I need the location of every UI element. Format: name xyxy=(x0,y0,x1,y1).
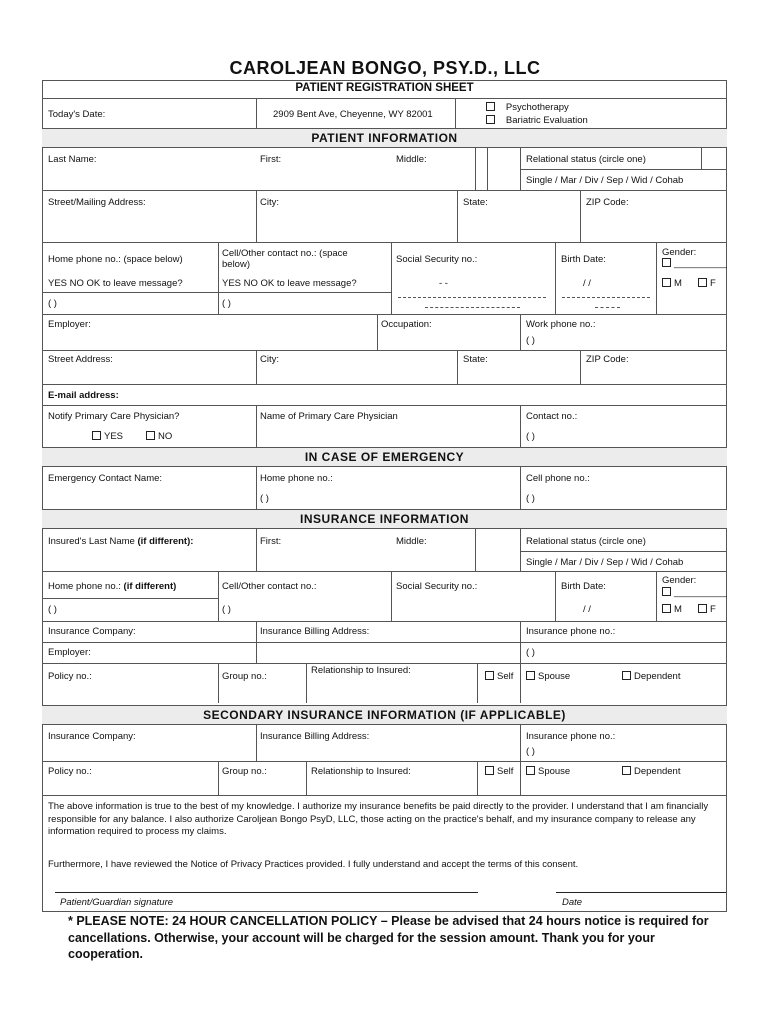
email-label[interactable]: E-mail address: xyxy=(48,390,119,401)
street-address-label[interactable]: Street Address: xyxy=(48,354,113,365)
secondary-policy-label[interactable]: Policy no.: xyxy=(48,766,92,777)
emergency-contact-label[interactable]: Emergency Contact Name: xyxy=(48,473,163,484)
checkbox-icon[interactable] xyxy=(485,671,494,680)
divider xyxy=(42,314,727,315)
insured-gender-blank[interactable]: __________ xyxy=(662,587,727,598)
divider xyxy=(42,384,727,385)
divider xyxy=(555,242,556,314)
divider xyxy=(520,314,521,350)
divider xyxy=(256,529,257,571)
checkbox-icon[interactable] xyxy=(146,431,155,440)
divider xyxy=(42,405,727,406)
emergency-home-area[interactable]: ( ) xyxy=(260,493,269,504)
divider xyxy=(455,98,456,128)
home-phone-area[interactable]: ( ) xyxy=(48,298,57,309)
employer-label[interactable]: Employer: xyxy=(48,319,91,330)
divider xyxy=(475,148,476,190)
divider xyxy=(256,190,257,242)
birth-underline xyxy=(562,297,650,298)
divider xyxy=(580,350,581,384)
insurance-phone-area[interactable]: ( ) xyxy=(526,647,535,658)
divider xyxy=(306,663,307,703)
divider xyxy=(42,350,727,351)
occupation-label[interactable]: Occupation: xyxy=(381,319,432,330)
dependent-option[interactable]: Dependent xyxy=(622,671,680,682)
divider xyxy=(42,795,727,796)
divider xyxy=(520,725,521,761)
insured-relational-label: Relational status (circle one) xyxy=(526,536,646,547)
divider xyxy=(377,314,378,350)
date-label: Date xyxy=(562,897,583,908)
insured-cell-area[interactable]: ( ) xyxy=(222,604,231,615)
divider xyxy=(42,621,727,622)
divider xyxy=(218,663,219,703)
checkbox-icon[interactable] xyxy=(662,587,671,596)
consent-paragraph: The above information is true to the best of my knowledge. I authorize my insurance benefits be paid directly to the provider. I understand that I am financially responsible for any balance. I also authorize Caroljean Bongo PsyD, LLC, those acting on the practice's behalf, and my insurance company to release any information required to process my claims. xyxy=(48,801,709,837)
divider xyxy=(457,350,458,384)
divider xyxy=(42,598,218,599)
street-mailing-label[interactable]: Street/Mailing Address: xyxy=(48,197,146,208)
practice-address: 2909 Bent Ave, Cheyenne, WY 82001 xyxy=(273,109,433,120)
secondary-spouse-option[interactable]: Spouse xyxy=(526,766,570,777)
middle-name-label[interactable]: Middle: xyxy=(396,154,427,165)
secondary-phone-area[interactable]: ( ) xyxy=(526,746,535,757)
secondary-phone-label[interactable]: Insurance phone no.: xyxy=(526,731,616,742)
pcp-name-label[interactable]: Name of Primary Care Physician xyxy=(260,411,398,422)
birth-underline xyxy=(595,307,620,308)
gender-f-option[interactable]: F xyxy=(698,278,716,289)
cancellation-note: * PLEASE NOTE: 24 HOUR CANCELLATION POLICY – Please be advised that 24 hours notice is required for cancellations. Otherwise, your account will be charged for the session amount. Thank you for your cooperation. xyxy=(68,914,709,961)
checkbox-icon[interactable] xyxy=(698,604,707,613)
secondary-dependent-option[interactable]: Dependent xyxy=(622,766,680,777)
section-insurance: INSURANCE INFORMATION xyxy=(42,509,727,529)
checkbox-icon[interactable] xyxy=(662,278,671,287)
form-subtitle: PATIENT REGISTRATION SHEET xyxy=(295,82,474,94)
spouse-option[interactable]: Spouse xyxy=(526,671,570,682)
employer-zip-label[interactable]: ZIP Code: xyxy=(586,354,629,365)
relational-status-options[interactable]: Single / Mar / Div / Sep / Wid / Cohab xyxy=(526,175,684,186)
emergency-cell-phone-label[interactable]: Cell phone no.: xyxy=(526,473,590,484)
divider xyxy=(42,242,727,243)
insured-relational-options[interactable]: Single / Mar / Div / Sep / Wid / Cohab xyxy=(526,557,684,568)
checkbox-icon[interactable] xyxy=(662,258,671,267)
divider xyxy=(701,148,702,169)
checkbox-icon[interactable] xyxy=(662,604,671,613)
divider xyxy=(656,571,657,621)
divider xyxy=(218,761,219,795)
signature-label: Patient/Guardian signature xyxy=(60,897,174,908)
emergency-home-phone-label[interactable]: Home phone no.: xyxy=(260,473,333,484)
page-title: CAROLJEAN BONGO, PSY.D., LLC xyxy=(229,58,541,78)
insured-gender-m[interactable]: M xyxy=(662,604,682,615)
gender-blank[interactable]: __________ xyxy=(662,258,727,269)
divider xyxy=(520,529,521,571)
checkbox-icon[interactable] xyxy=(526,671,535,680)
divider xyxy=(42,663,727,664)
divider xyxy=(520,169,727,170)
insurance-phone-label[interactable]: Insurance phone no.: xyxy=(526,626,616,637)
divider xyxy=(42,190,727,191)
cell-phone-area[interactable]: ( ) xyxy=(222,298,231,309)
ssn-underline xyxy=(398,297,546,298)
divider xyxy=(520,405,521,447)
insurance-company-label[interactable]: Insurance Company: xyxy=(48,626,136,637)
birth-format: / / xyxy=(583,278,591,289)
work-phone-label[interactable]: Work phone no.: xyxy=(526,319,596,330)
secondary-relationship-label: Relationship to Insured: xyxy=(311,766,411,777)
insured-first-label[interactable]: First: xyxy=(260,536,282,547)
employer-city-label[interactable]: City: xyxy=(260,354,279,365)
self-option[interactable]: Self xyxy=(485,671,513,682)
ssn-format: - - xyxy=(439,278,448,289)
divider xyxy=(391,571,392,621)
divider xyxy=(42,642,727,643)
section-patient-information: PATIENT INFORMATION xyxy=(42,128,727,148)
checkbox-icon[interactable] xyxy=(486,102,495,111)
secondary-group-label[interactable]: Group no.: xyxy=(222,766,267,777)
divider xyxy=(457,190,458,242)
date-line[interactable] xyxy=(556,892,726,893)
insured-home-area[interactable]: ( ) xyxy=(48,604,57,615)
cell-phone-label[interactable]: Cell/Other contact no.: (space below) xyxy=(222,248,348,270)
insured-cell-label[interactable]: Cell/Other contact no.: xyxy=(222,581,317,592)
emergency-cell-area[interactable]: ( ) xyxy=(526,493,535,504)
divider xyxy=(306,761,307,795)
divider xyxy=(218,571,219,621)
divider xyxy=(42,571,727,572)
insured-employer-label[interactable]: Employer: xyxy=(48,647,91,658)
divider xyxy=(656,242,657,314)
bariatric-option[interactable]: Bariatric Evaluation xyxy=(486,115,588,126)
notify-yes-option[interactable]: YES xyxy=(92,431,123,442)
divider xyxy=(487,148,488,190)
gender-label: Gender: xyxy=(662,247,697,258)
city-label[interactable]: City: xyxy=(260,197,279,208)
cell-leave-message[interactable]: YES NO OK to leave message? xyxy=(222,278,357,289)
group-label[interactable]: Group no.: xyxy=(222,671,267,682)
divider xyxy=(42,98,727,99)
checkbox-icon[interactable] xyxy=(698,278,707,287)
divider xyxy=(520,761,521,795)
divider xyxy=(580,190,581,242)
divider xyxy=(256,467,257,509)
state-label[interactable]: State: xyxy=(463,197,488,208)
checkbox-icon[interactable] xyxy=(622,671,631,680)
insured-home-phone-label[interactable]: Home phone no.: (if different) xyxy=(48,581,177,592)
birth-date-label[interactable]: Birth Date: xyxy=(561,254,606,265)
pcp-contact-label[interactable]: Contact no.: xyxy=(526,411,578,422)
divider xyxy=(218,292,391,293)
billing-address-label[interactable]: Insurance Billing Address: xyxy=(260,626,370,637)
first-name-label[interactable]: First: xyxy=(260,154,282,165)
insured-birth-format: / / xyxy=(583,604,591,615)
signature-line[interactable] xyxy=(55,892,478,893)
checkbox-icon[interactable] xyxy=(526,766,535,775)
psychotherapy-option[interactable]: Psychotherapy xyxy=(486,102,569,113)
work-phone-area[interactable]: ( ) xyxy=(526,335,535,346)
divider xyxy=(475,529,476,571)
notify-pcp-label: Notify Primary Care Physician? xyxy=(48,411,180,422)
divider xyxy=(520,467,521,509)
divider xyxy=(42,761,727,762)
checkbox-icon[interactable] xyxy=(92,431,101,440)
divider xyxy=(256,405,257,447)
relationship-label: Relationship to Insured: xyxy=(311,665,411,676)
pcp-contact-area[interactable]: ( ) xyxy=(526,431,535,442)
divider xyxy=(256,98,257,128)
privacy-paragraph: Furthermore, I have reviewed the Notice of Privacy Practices provided. I fully understand and accept the terms of this consent. xyxy=(48,859,579,870)
insured-gender-f[interactable]: F xyxy=(698,604,716,615)
divider xyxy=(42,292,218,293)
divider xyxy=(218,242,219,314)
divider xyxy=(256,350,257,384)
policy-label[interactable]: Policy no.: xyxy=(48,671,92,682)
divider xyxy=(391,242,392,314)
section-emergency: IN CASE OF EMERGENCY xyxy=(42,447,727,467)
divider xyxy=(555,571,556,621)
todays-date-label: Today's Date: xyxy=(48,109,106,120)
checkbox-icon[interactable] xyxy=(622,766,631,775)
insured-birth-label[interactable]: Birth Date: xyxy=(561,581,606,592)
relational-status-label: Relational status (circle one) xyxy=(526,154,646,165)
zip-label[interactable]: ZIP Code: xyxy=(586,197,629,208)
divider xyxy=(477,761,478,795)
home-phone-label[interactable]: Home phone no.: (space below) xyxy=(48,254,183,265)
divider xyxy=(256,725,257,761)
insured-last-name-label[interactable]: Insured's Last Name (if different): xyxy=(48,536,194,547)
ssn-label[interactable]: Social Security no.: xyxy=(396,254,478,265)
insured-ssn-label[interactable]: Social Security no.: xyxy=(396,581,478,592)
notify-no-option[interactable]: NO xyxy=(146,431,172,442)
insured-gender-label: Gender: xyxy=(662,575,697,586)
gender-m-option[interactable]: M xyxy=(662,278,682,289)
secondary-billing-label[interactable]: Insurance Billing Address: xyxy=(260,731,370,742)
section-secondary-insurance: SECONDARY INSURANCE INFORMATION (IF APPLICABLE) xyxy=(42,705,727,725)
divider xyxy=(520,663,521,703)
divider xyxy=(477,663,478,703)
checkbox-icon[interactable] xyxy=(486,115,495,124)
secondary-self-option[interactable]: Self xyxy=(485,766,513,777)
employer-state-label[interactable]: State: xyxy=(463,354,488,365)
ssn-underline xyxy=(425,307,520,308)
home-leave-message[interactable]: YES NO OK to leave message? xyxy=(48,278,183,289)
insured-middle-label[interactable]: Middle: xyxy=(396,536,427,547)
last-name-label[interactable]: Last Name: xyxy=(48,154,97,165)
secondary-company-label[interactable]: Insurance Company: xyxy=(48,731,136,742)
divider xyxy=(520,551,727,552)
checkbox-icon[interactable] xyxy=(485,766,494,775)
